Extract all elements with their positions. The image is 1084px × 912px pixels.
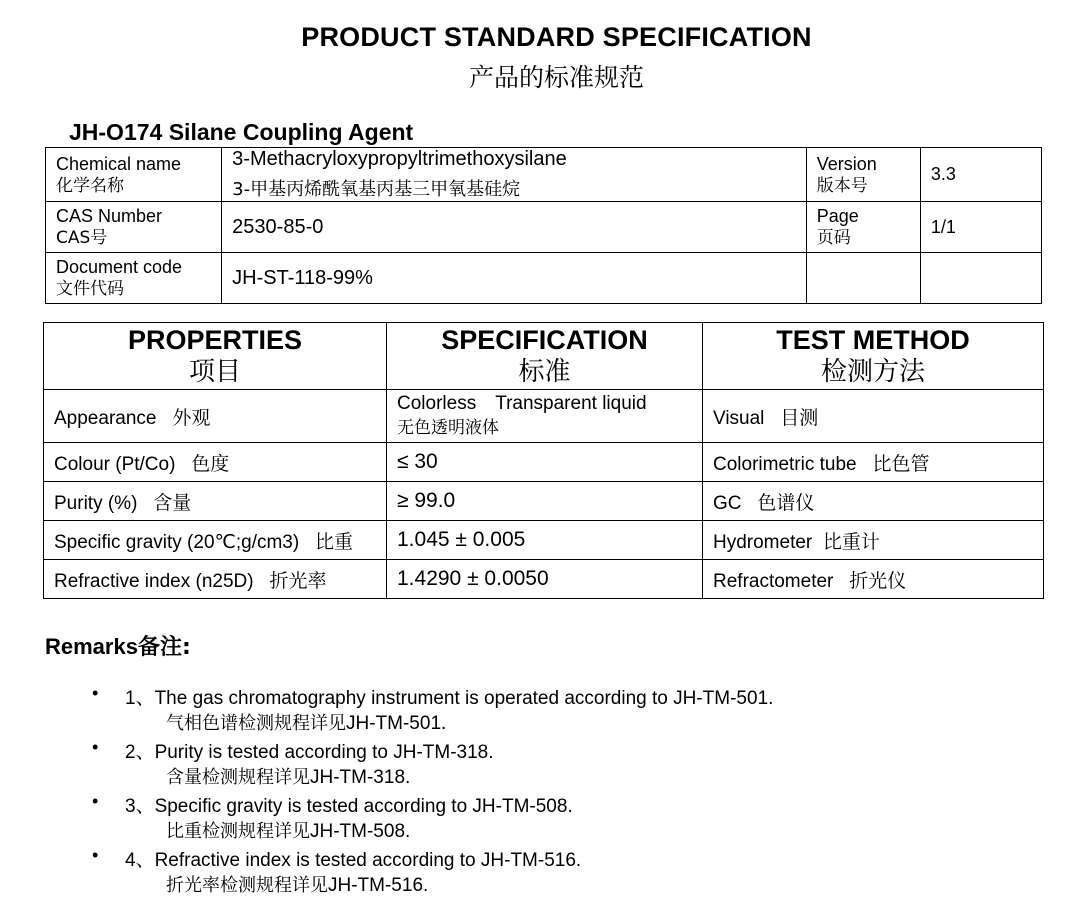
document-title: PRODUCT STANDARD SPECIFICATION	[301, 22, 812, 52]
empty-cell	[920, 253, 1041, 304]
col-header-properties: PROPERTIES 项目	[44, 323, 387, 390]
chem-name-value: 3-Methacryloxypropyltrimethoxysilane 3-甲基丙烯酰氧基丙基三甲氧基硅烷	[222, 148, 807, 202]
table-row	[46, 202, 1042, 253]
table-row	[44, 482, 1044, 521]
spec-cell: ≤ 30	[387, 443, 703, 482]
page-value: 1/1	[920, 202, 1041, 253]
col-header-specification: SPECIFICATION 标准	[387, 323, 703, 390]
spec-cell: ≥ 99.0	[387, 482, 703, 521]
properties-table	[43, 322, 1044, 599]
chem-name-label: Chemical name 化学名称	[46, 148, 222, 202]
info-table	[45, 147, 1042, 304]
method-cell: GC 色谱仪	[703, 482, 1044, 521]
spec-cell: 1.045 ± 0.005	[387, 521, 703, 560]
page-label: Page 页码	[806, 202, 920, 253]
remarks-heading: Remarks备注:	[45, 634, 191, 660]
col-header-test-method: TEST METHOD 检测方法	[703, 323, 1044, 390]
method-cell: Hydrometer 比重计	[703, 521, 1044, 560]
table-row	[44, 390, 1044, 443]
bullet-icon: •	[92, 737, 99, 757]
empty-cell	[806, 253, 920, 304]
table-row	[46, 148, 1042, 202]
method-cell: Colorimetric tube 比色管	[703, 443, 1044, 482]
property-cell: Appearance 外观	[44, 390, 387, 443]
version-value: 3.3	[920, 148, 1041, 202]
product-name: JH-O174 Silane Coupling Agent	[69, 119, 414, 145]
spec-cell: 1.4290 ± 0.0050	[387, 560, 703, 599]
table-row	[44, 560, 1044, 599]
header-row	[44, 323, 1044, 390]
table-row	[44, 521, 1044, 560]
table-row	[46, 253, 1042, 304]
bullet-icon: •	[92, 683, 99, 703]
bullet-icon: •	[92, 845, 99, 865]
doc-code-label: Document code 文件代码	[46, 253, 222, 304]
table-row	[44, 443, 1044, 482]
property-cell: Colour (Pt/Co) 色度	[44, 443, 387, 482]
cas-label: CAS Number CAS号	[46, 202, 222, 253]
method-cell: Visual 目测	[703, 390, 1044, 443]
doc-code-value: JH-ST-118-99%	[222, 253, 807, 304]
cas-value: 2530-85-0	[222, 202, 807, 253]
document-title-cn: 产品的标准规范	[468, 63, 644, 92]
bullet-icon: •	[92, 791, 99, 811]
property-cell: Specific gravity (20℃;g/cm3) 比重	[44, 521, 387, 560]
property-cell: Refractive index (n25D) 折光率	[44, 560, 387, 599]
property-cell: Purity (%) 含量	[44, 482, 387, 521]
spec-cell: Colorless Transparent liquid 无色透明液体	[387, 390, 703, 443]
version-label: Version 版本号	[806, 148, 920, 202]
method-cell: Refractometer 折光仪	[703, 560, 1044, 599]
